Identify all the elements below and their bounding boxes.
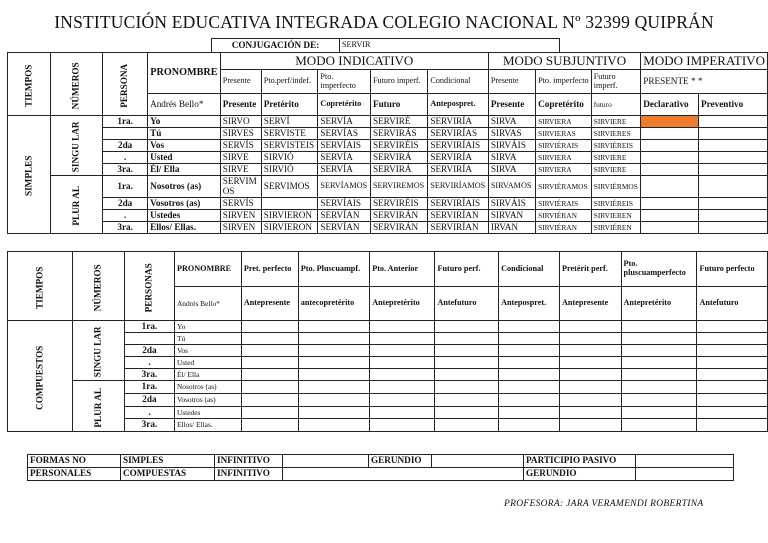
compound-tenses-table (7, 251, 768, 432)
numeros-header: NÚMEROS (51, 53, 103, 116)
verb-cell: SIRVES (220, 128, 261, 140)
empty-cell[interactable] (641, 176, 699, 198)
person-number (124, 333, 174, 345)
empty-cell[interactable] (241, 357, 298, 369)
presente-imperativo: PRESENTE * * (641, 70, 768, 94)
empty-cell[interactable] (697, 345, 768, 357)
empty-cell[interactable] (298, 357, 369, 369)
page-title: INSTITUCIÓN EDUCATIVA INTEGRADA COLEGIO NACIONAL Nº 32399 QUIPRÁN (54, 12, 714, 32)
person-number: 1ra. (103, 176, 148, 198)
verb-cell: SIRVIERA (536, 164, 592, 176)
empty-cell[interactable] (560, 369, 622, 381)
empty-cell[interactable] (241, 394, 298, 407)
empty-cell[interactable] (699, 222, 768, 234)
empty-cell[interactable] (560, 357, 622, 369)
subheader: Pto.perf/indef. (261, 70, 318, 94)
pronoun: Vos (174, 345, 241, 357)
subheader: Futuro imperf. (591, 70, 641, 94)
empty-cell[interactable] (370, 357, 435, 369)
bello-header: Antepretérito (370, 287, 435, 321)
verb-cell: SIRVAMOS (488, 176, 535, 198)
empty-cell[interactable] (435, 369, 499, 381)
bello-header: Antepresente (241, 287, 298, 321)
person-number: 3ra. (124, 419, 174, 432)
verb-cell: SIRVIÉRAIS (536, 140, 592, 152)
empty-cell[interactable] (435, 419, 499, 432)
tiempos-header: TIEMPOS (8, 53, 51, 116)
verb-cell: SIRVA (488, 152, 535, 164)
empty-cell[interactable] (641, 222, 699, 234)
modo-subjuntivo-header: MODO SUBJUNTIVO (488, 53, 640, 70)
tense-header: Pto. Anterior (370, 252, 435, 287)
bello-header: Futuro (370, 94, 427, 116)
pronoun: Ustedes (148, 210, 221, 222)
empty-cell[interactable] (298, 381, 369, 394)
verb-cell: SERVIRÍAIS (428, 140, 488, 152)
infinitivo-label: INFINITIVO (215, 455, 283, 468)
andres-bello-label: Andrés Bello* (174, 287, 241, 321)
pronoun: Usted (148, 152, 221, 164)
empty-cell[interactable] (241, 419, 298, 432)
infinitivo-simple-field[interactable] (283, 455, 369, 468)
verb-cell: IRVAN (488, 222, 535, 234)
verb-cell: SIRVIÉRAIS (536, 198, 592, 210)
verb-cell: SIRVIERE (591, 164, 641, 176)
empty-cell[interactable] (298, 333, 369, 345)
verb-cell: SIRVEN (220, 210, 261, 222)
pronoun: Ellos/ Ellas. (148, 222, 221, 234)
verb-cell: SERVIRÁN (370, 222, 427, 234)
pronombre-header: PRONOMBRE (174, 252, 241, 287)
verb-cell: SIRVAS (488, 128, 535, 140)
verb-cell: SERVÍS (220, 198, 261, 210)
verb-cell: SIRVO (220, 116, 261, 128)
formas-no-label: FORMAS NO (28, 455, 121, 468)
empty-cell[interactable] (499, 333, 560, 345)
tense-header: Pto. Pluscuampf. (298, 252, 369, 287)
gerundio-label: GERUNDIO (369, 455, 432, 468)
person-number: 3ra. (124, 369, 174, 381)
empty-cell[interactable] (499, 419, 560, 432)
subheader: Presente (220, 70, 261, 94)
empty-cell[interactable] (435, 345, 499, 357)
empty-cell[interactable] (699, 140, 768, 152)
verb-cell: SERVISTEIS (261, 140, 318, 152)
person-number: 2da (124, 345, 174, 357)
empty-cell[interactable] (641, 140, 699, 152)
subheader: Pto. imperfecto (536, 70, 592, 94)
subheader: Condicional (428, 70, 488, 94)
pronoun: Nosotros (as) (174, 381, 241, 394)
verb-cell: SIRVIÉREIS (591, 198, 641, 210)
empty-cell[interactable] (560, 381, 622, 394)
empty-cell[interactable] (370, 345, 435, 357)
empty-cell[interactable] (641, 198, 699, 210)
empty-cell[interactable] (435, 407, 499, 419)
person-number: 2da (103, 198, 148, 210)
verb-cell: SERVIRÁN (370, 210, 427, 222)
tense-header: Futuro perf. (435, 252, 499, 287)
empty-cell[interactable] (241, 321, 298, 333)
verb-cell: SIRVÁIS (488, 198, 535, 210)
person-number: 2da (103, 140, 148, 152)
verb-cell: SIRVIÉRMOS (591, 176, 641, 198)
empty-cell[interactable] (499, 345, 560, 357)
empty-cell[interactable] (641, 152, 699, 164)
tense-header: Futuro perfecto (697, 252, 768, 287)
verb-cell: SIRVA (488, 164, 535, 176)
pronoun: Ustedes (174, 407, 241, 419)
non-personal-forms-table (27, 454, 734, 481)
plural-label: PLUR AL (73, 381, 125, 432)
conjugation-header (211, 38, 560, 53)
empty-cell[interactable] (697, 321, 768, 333)
personas-header: PERSONAS (124, 252, 174, 321)
verb-cell: SERVÍA (318, 152, 371, 164)
empty-cell[interactable] (241, 345, 298, 357)
empty-cell[interactable] (621, 381, 697, 394)
subheader: Presente (488, 70, 535, 94)
verb-cell: SERVISTE (261, 128, 318, 140)
verb-cell: SERVIRÍA (428, 152, 488, 164)
verb-cell: SERVÍAIS (318, 198, 371, 210)
verb-cell: SIRVE (220, 152, 261, 164)
verb-cell: SERVIRÁ (370, 164, 427, 176)
verb-cell: SERVÍ (261, 116, 318, 128)
verb-cell: SIRVIÉREIS (591, 140, 641, 152)
tense-header: Pretérit perf. (560, 252, 622, 287)
empty-cell[interactable] (370, 333, 435, 345)
empty-cell[interactable] (298, 345, 369, 357)
empty-cell[interactable] (560, 419, 622, 432)
pronoun: Vos (148, 140, 221, 152)
verb-cell: SIRVIERA (536, 152, 592, 164)
person-number: 1ra. (103, 116, 148, 128)
person-number (103, 128, 148, 140)
empty-cell[interactable] (499, 369, 560, 381)
gerundio-label: GERUNDIO (524, 468, 636, 481)
empty-cell[interactable] (699, 128, 768, 140)
verb-cell (261, 198, 318, 210)
teacher-signature: PROFESORA: JARA VERAMENDI ROBERTINA (504, 499, 704, 509)
verb-cell: SIRVIÉRAN (536, 210, 592, 222)
empty-cell[interactable] (241, 381, 298, 394)
bello-header: antecopretérito (298, 287, 369, 321)
verb-cell: SERVIRÉ (370, 116, 427, 128)
infinitivo-label: INFINITIVO (215, 468, 283, 481)
bello-header: Declarativo (641, 94, 699, 116)
pronoun: Vosotros (as) (174, 394, 241, 407)
empty-cell[interactable] (621, 407, 697, 419)
verb-cell: SERVÍAS (318, 128, 371, 140)
empty-cell[interactable] (298, 407, 369, 419)
verb-cell: SIRVIÉRAN (536, 222, 592, 234)
verb-cell: SIRVIEREN (591, 210, 641, 222)
bello-header: Antefuturo (697, 287, 768, 321)
verb-cell: SIRVIERON (261, 222, 318, 234)
bello-header: Copretérito (536, 94, 592, 116)
numeros-header: NÚMEROS (73, 252, 125, 321)
empty-cell[interactable] (697, 369, 768, 381)
person-number: 1ra. (124, 381, 174, 394)
empty-cell[interactable] (435, 333, 499, 345)
empty-cell[interactable] (699, 164, 768, 176)
person-number: 3ra. (103, 164, 148, 176)
verb-cell: SERVIRÍAS (428, 128, 488, 140)
verb-cell: SIRVIÓ (261, 152, 318, 164)
empty-cell[interactable] (499, 407, 560, 419)
pronombre-header: PRONOMBRE (148, 53, 221, 94)
pronoun: Ellos/ Ellas. (174, 419, 241, 432)
empty-cell[interactable] (641, 164, 699, 176)
empty-cell[interactable] (560, 345, 622, 357)
verb-cell: SIRVIERES (591, 128, 641, 140)
empty-cell[interactable] (560, 321, 622, 333)
verb-cell: SIRVE (220, 164, 261, 176)
verb-cell: SIRVIÉRAMOS (536, 176, 592, 198)
pronoun: Yo (174, 321, 241, 333)
empty-cell[interactable] (298, 394, 369, 407)
verb-cell: SERVIMOS (220, 176, 261, 198)
verb-cell: SERVIMOS (261, 176, 318, 198)
subheader: Pto. imperfecto (318, 70, 371, 94)
gerundio-simple-field[interactable] (432, 455, 524, 468)
verb-cell: SIRVEN (220, 222, 261, 234)
empty-cell[interactable] (697, 333, 768, 345)
verb-cell: SERVIRÉIS (370, 140, 427, 152)
conjugation-verb: SERVIR (340, 39, 560, 53)
bello-header: Preventivo (699, 94, 768, 116)
simples-label: SIMPLES (8, 116, 51, 234)
verb-cell: SIRVIERE (591, 116, 641, 128)
verb-cell: SERVIRÁ (370, 152, 427, 164)
person-number: . (103, 152, 148, 164)
empty-cell[interactable] (370, 419, 435, 432)
empty-cell[interactable] (641, 210, 699, 222)
empty-cell[interactable] (560, 333, 622, 345)
empty-cell[interactable] (499, 321, 560, 333)
verb-cell: SERVIRÍAN (428, 210, 488, 222)
subheader: Futuro imperf. (370, 70, 427, 94)
verb-cell: SIRVIERAS (536, 128, 592, 140)
compuestos-label: COMPUESTOS (8, 321, 73, 432)
bello-header: Antepospret. (499, 287, 560, 321)
pronoun: Usted (174, 357, 241, 369)
bello-header: futuro (591, 94, 641, 116)
empty-cell[interactable] (499, 381, 560, 394)
verb-cell: SERVÍS (220, 140, 261, 152)
participio-label: PARTICIPIO PASIVO (524, 455, 636, 468)
empty-cell[interactable] (621, 345, 697, 357)
empty-cell[interactable] (435, 394, 499, 407)
verb-cell: SERVIRÍAN (428, 222, 488, 234)
empty-cell[interactable] (435, 381, 499, 394)
empty-cell[interactable] (241, 369, 298, 381)
bello-header: Antepretérito (621, 287, 697, 321)
empty-cell[interactable] (699, 116, 768, 128)
empty-cell[interactable] (641, 128, 699, 140)
empty-cell[interactable] (699, 176, 768, 198)
verb-cell: SERVIRÍAMOS (428, 176, 488, 198)
personas-header: PERSONA (103, 53, 148, 116)
modo-imperativo-header: MODO IMPERATIVO (641, 53, 768, 70)
simples-label: SIMPLES (121, 455, 215, 468)
empty-cell[interactable] (370, 394, 435, 407)
bello-header: Presente (488, 94, 535, 116)
verb-cell: SIRVÁIS (488, 140, 535, 152)
empty-cell[interactable] (621, 394, 697, 407)
tense-header: Pret. perfecto (241, 252, 298, 287)
empty-cell[interactable] (241, 333, 298, 345)
empty-cell[interactable] (298, 369, 369, 381)
bello-header: Antepospret. (428, 94, 488, 116)
empty-cell[interactable] (241, 407, 298, 419)
empty-cell[interactable] (560, 394, 622, 407)
empty-cell[interactable] (621, 321, 697, 333)
empty-cell[interactable] (499, 357, 560, 369)
compuestas-label: COMPUESTAS (121, 468, 215, 481)
bello-header: Antefuturo (435, 287, 499, 321)
verb-cell: SERVIRÁS (370, 128, 427, 140)
verb-cell: SERVÍA (318, 116, 371, 128)
gerundio-compuesto-field[interactable] (636, 468, 734, 481)
bello-header: Pretérito (261, 94, 318, 116)
pronoun: Vosotros (as) (148, 198, 221, 210)
verb-cell: SERVIRÍA (428, 116, 488, 128)
modo-indicativo-header: MODO INDICATIVO (220, 53, 488, 70)
bello-header: Antepresente (560, 287, 622, 321)
plural-label: PLUR AL (51, 176, 103, 234)
verb-cell: SERVIRÍAIS (428, 198, 488, 210)
verb-cell: SERVÍAN (318, 222, 371, 234)
pronoun: Nosotros (as) (148, 176, 221, 198)
verb-cell: SERVÍAIS (318, 140, 371, 152)
verb-cell: SIRVIERON (261, 210, 318, 222)
pronoun: Tú (148, 128, 221, 140)
pronoun: Él/ Ella (174, 369, 241, 381)
empty-cell[interactable] (697, 357, 768, 369)
verb-cell: SIRVIERA (536, 116, 592, 128)
empty-cell[interactable] (697, 394, 768, 407)
verb-cell: SERVIRÍA (428, 164, 488, 176)
empty-cell[interactable] (370, 407, 435, 419)
singular-label: SINGU LAR (51, 116, 103, 176)
verb-cell: SIRVA (488, 116, 535, 128)
person-number: . (124, 407, 174, 419)
personales-label: PERSONALES (28, 468, 121, 481)
singular-label: SINGU LAR (73, 321, 125, 381)
empty-cell[interactable] (435, 357, 499, 369)
simple-tenses-table (7, 52, 768, 234)
verb-cell: SERVÍA (318, 164, 371, 176)
infinitivo-compuesto-field[interactable] (283, 468, 524, 481)
empty-cell[interactable] (699, 152, 768, 164)
verb-cell: SIRVIERE (591, 152, 641, 164)
empty-cell[interactable] (621, 369, 697, 381)
empty-cell[interactable] (298, 321, 369, 333)
person-number: . (124, 357, 174, 369)
empty-cell[interactable] (370, 369, 435, 381)
verb-cell: SIRVIÓ (261, 164, 318, 176)
person-number: 1ra. (124, 321, 174, 333)
verb-cell: SERVIRÉIS (370, 198, 427, 210)
empty-cell[interactable] (621, 333, 697, 345)
empty-cell[interactable] (697, 419, 768, 432)
empty-cell[interactable] (699, 210, 768, 222)
verb-cell: SIRVAN (488, 210, 535, 222)
pronoun: Él/ Ella (148, 164, 221, 176)
highlight-cell[interactable] (641, 116, 699, 128)
pronoun: Tú (174, 333, 241, 345)
andres-bello-label: Andrés Bello* (148, 94, 221, 116)
empty-cell[interactable] (560, 407, 622, 419)
person-number: 3ra. (103, 222, 148, 234)
verb-cell: SERVÍAMOS (318, 176, 371, 198)
empty-cell[interactable] (621, 357, 697, 369)
empty-cell[interactable] (435, 321, 499, 333)
empty-cell[interactable] (370, 381, 435, 394)
conjugation-label: CONJUGACIÓN DE: (212, 39, 340, 53)
person-number: . (103, 210, 148, 222)
tiempos-header: TIEMPOS (8, 252, 73, 321)
tense-header: Condicional (499, 252, 560, 287)
empty-cell[interactable] (699, 198, 768, 210)
verb-cell: SERVÍAN (318, 210, 371, 222)
pronoun: Yo (148, 116, 221, 128)
empty-cell[interactable] (621, 419, 697, 432)
empty-cell[interactable] (370, 321, 435, 333)
empty-cell[interactable] (298, 419, 369, 432)
empty-cell[interactable] (697, 407, 768, 419)
empty-cell[interactable] (697, 381, 768, 394)
bello-header: Copretérito (318, 94, 371, 116)
person-number: 2da (124, 394, 174, 407)
bello-header: Presente (220, 94, 261, 116)
verb-cell: SIRVIÉREN (591, 222, 641, 234)
verb-cell: SERVIREMOS (370, 176, 427, 198)
tense-header: Pto. pluscuamperfecto (621, 252, 697, 287)
participio-field[interactable] (636, 455, 734, 468)
empty-cell[interactable] (499, 394, 560, 407)
